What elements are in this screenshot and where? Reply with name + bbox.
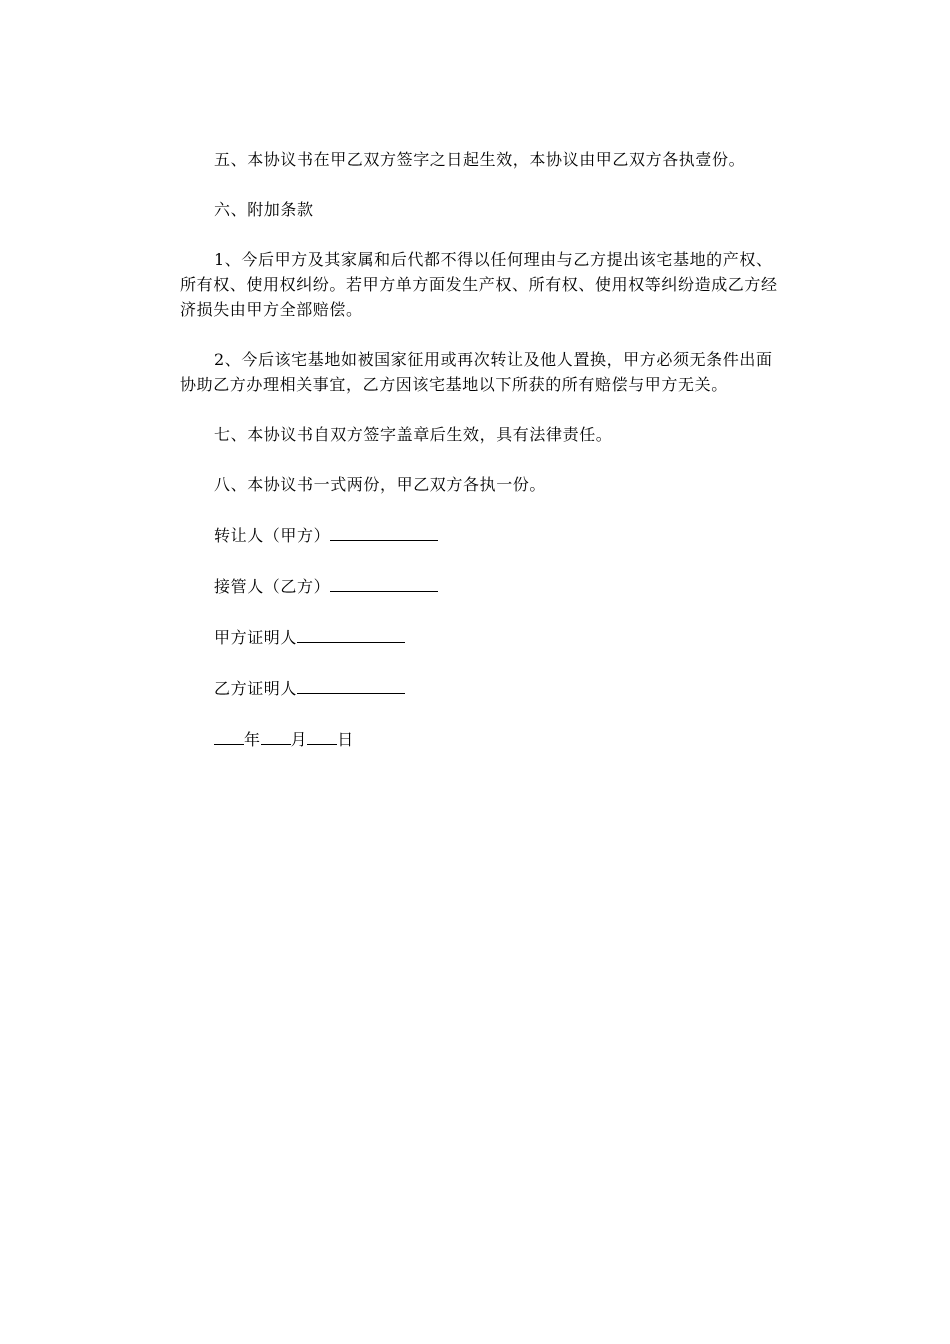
- transferor-signature-line: [180, 522, 785, 548]
- witness-b-signature-line: [180, 675, 785, 701]
- witness-b-blank: [297, 675, 405, 694]
- month-label: 月: [290, 730, 308, 749]
- clause-5: 五、本协议书在甲乙双方签字之日起生效，本协议由甲乙双方各执壹份。: [214, 150, 746, 169]
- month-blank: [261, 726, 291, 745]
- witness-b-label: 乙方证明人: [214, 679, 298, 698]
- clause-7: 七、本协议书自双方签字盖章后生效，具有法律责任。: [214, 425, 613, 444]
- receiver-blank: [330, 573, 438, 592]
- date-line: [180, 726, 785, 752]
- witness-a-label: 甲方证明人: [214, 628, 298, 647]
- clause-6-item-2: 2、今后该宅基地如被国家征用或再次转让及他人置换，甲方必须无条件出面协助乙方办理相关事宜，乙方因该宅基地以下所获的所有赔偿与甲方无关。: [180, 350, 773, 394]
- transferor-label: 转让人（甲方）: [214, 526, 331, 545]
- receiver-signature-line: [180, 573, 785, 599]
- clause-8: 八、本协议书一式两份，甲乙双方各执一份。: [214, 475, 547, 494]
- year-blank: [214, 726, 244, 745]
- year-label: 年: [244, 730, 261, 749]
- day-blank: [307, 726, 337, 745]
- transferor-blank: [330, 522, 438, 541]
- day-label: 日: [337, 730, 354, 749]
- clause-6-item-1: 1、今后甲方及其家属和后代都不得以任何理由与乙方提出该宅基地的产权、所有权、使用权纠纷。若甲方单方面发生产权、所有权、使用权等纠纷造成乙方经济损失由甲方全部赔偿。: [180, 250, 778, 319]
- clause-6-heading: 六、附加条款: [214, 200, 314, 219]
- document-body: [180, 147, 785, 777]
- receiver-label: 接管人（乙方）: [214, 577, 331, 596]
- witness-a-signature-line: [180, 624, 785, 650]
- witness-a-blank: [297, 624, 405, 643]
